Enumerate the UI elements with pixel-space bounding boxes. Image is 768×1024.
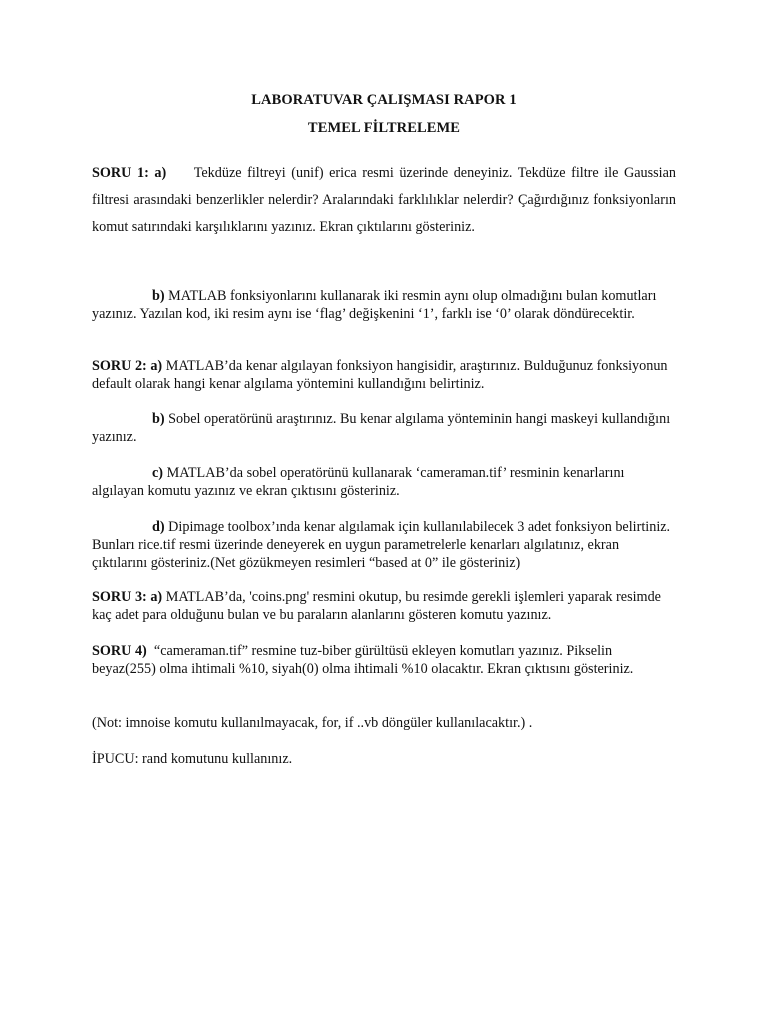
question-3a [92, 588, 676, 624]
question-2d [92, 518, 676, 572]
question-2-label: SORU 2: a) [92, 358, 163, 374]
question-3a-text: MATLAB’da, 'coins.png' resmini okutup, bu resimde gerekli işlemleri yaparak resimde kaç adet para olduğunu bulan ve bu paraların alanlarını gösteren komutu yazınız. [92, 589, 661, 623]
question-1-label: SORU 1: a) [92, 165, 167, 181]
question-2d-label: d) [152, 519, 165, 535]
question-2b-text: Sobel operatörünü araştırınız. Bu kenar algılama yönteminin hangi maskeyi kullandığını yazınız. [92, 411, 671, 445]
question-4-note: (Not: imnoise komutu kullanılmayacak, for, if ..vb döngüler kullanılacaktır.) . [92, 715, 533, 731]
question-1a-text: Tekdüze filtreyi (unif) erica resmi üzerinde deneyiniz. Tekdüze filtre ile Gaussian filtresi arasındaki benzerlikler nelerdir? Aralarındaki farklılıklar nelerdir? Çağırdığınız fonksiyonların komut satırındaki karşılıklarını yazınız. Ekran çıktılarını gösteriniz. [92, 165, 676, 235]
question-1b-text: MATLAB fonksiyonlarını kullanarak iki resmin aynı olup olmadığını bulan komutları yazınız. Yazılan kod, iki resim aynı ise ‘flag’ değişkenini ‘1’, farklı ise ‘0’ olarak döndürecektir. [92, 288, 657, 322]
question-1b [92, 287, 676, 323]
question-4-label: SORU 4) [92, 643, 147, 659]
question-2b [92, 410, 676, 446]
question-2c-text: MATLAB’da sobel operatörünü kullanarak ‘cameraman.tif’ resminin kenarlarını algılayan komutu yazınız ve ekran çıktısını gösteriniz. [92, 465, 625, 499]
question-4 [92, 642, 676, 678]
question-1b-label: b) [152, 288, 165, 304]
question-3-label: SORU 3: a) [92, 589, 163, 605]
question-2d-text: Dipimage toolbox’ında kenar algılamak için kullanılabilecek 3 adet fonksiyon belirtiniz. Bunları rice.tif resmi üzerinde deneyerek en uygun parametrelerle kenarları algılatınız, ekran çıktılarını gösteriniz.(Net gözükmeyen resimleri “based at 0” ile gösteriniz) [92, 519, 671, 571]
question-2b-label: b) [152, 411, 165, 427]
question-2c [92, 464, 676, 500]
question-2a [92, 357, 676, 393]
question-2a-text: MATLAB’da kenar algılayan fonksiyon hangisidir, araştırınız. Bulduğunuz fonksiyonun default olarak hangi kenar algılama yöntemini kullandığını belirtiniz. [92, 358, 668, 392]
report-title: LABORATUVAR ÇALIŞMASI RAPOR 1 [251, 92, 517, 108]
question-4-text: “cameraman.tif” resmine tuz-biber gürültüsü ekleyen komutları yazınız. Pikselin beyaz(255) olma ihtimali %10, siyah(0) olma ihtimali %10 olacaktır. Ekran çıktısını gösteriniz. [92, 643, 634, 677]
question-2c-label: c) [152, 465, 164, 481]
question-4-hint: İPUCU: rand komutunu kullanınız. [92, 751, 293, 767]
report-subtitle: TEMEL FİLTRELEME [307, 120, 461, 136]
question-1a [92, 160, 676, 241]
